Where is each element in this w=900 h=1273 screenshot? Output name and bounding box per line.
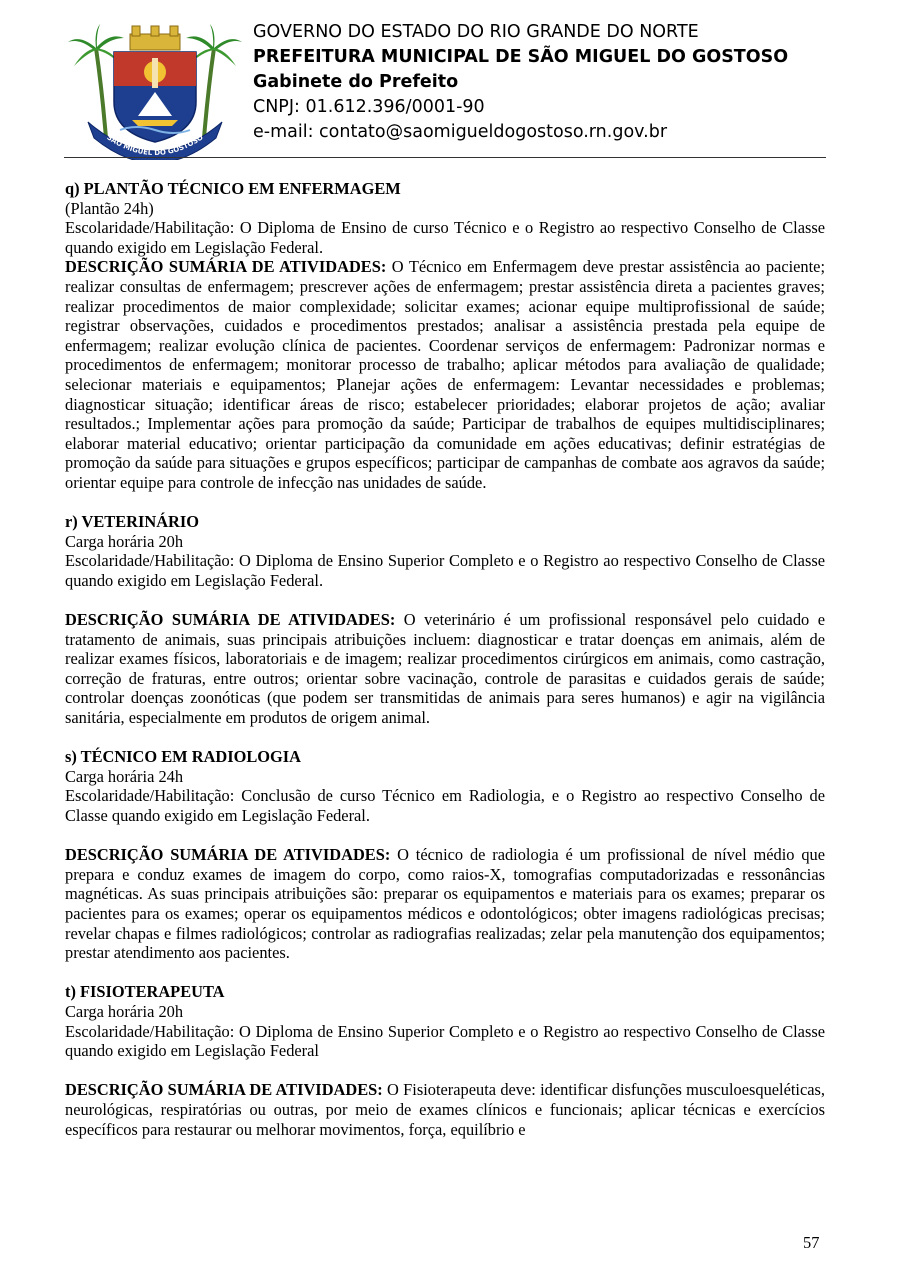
section-title: r) VETERINÁRIO [65, 512, 200, 532]
description-text: O Técnico em Enfermagem deve prestar assistência ao paciente; realizar consultas de enfermagem; prescrever ações de enfermagem; prestar assistência direta a pacientes graves; realizar procedimentos de maior complexidade; solicitar exames; acionar equipe multiprofissional de saúde; registrar observações, cuidados e procedimentos prestados; analisar a assistência prestada pela equipe de enfermagem; realizar evolução clínica de pacientes. Coordenar serviços de enfermagem: Padronizar normas e procedimentos de enfermagem; monitorar processo de trabalho; aplicar métodos para avaliação de qualidade; selecionar materiais e equipamentos; Planejar ações de enfermagem: Levantar necessidades e problemas; diagnosticar situação; identificar áreas de risco; estabelecer prioridades; elaborar projetos de ação; avaliar resultados.; Implementar ações para promoção da saúde; Participar de trabalhos de equipes multidisciplinares; elaborar material educativo; orientar participação da comunidade em ações educativas; definir estratégias de promoção da saúde para situações e grupos específicos; participar de campanhas de combate aos agravos da saúde; orientar equipe para controle de infecção nas unidades de saúde. [65, 257, 825, 492]
section-subtitle: Carga horária 20h [65, 531, 184, 551]
header-divider [64, 157, 826, 158]
section-description [65, 257, 825, 492]
header-email-line: e-mail: contato@saomigueldogostoso.rn.gov.br [253, 122, 668, 142]
page-header [0, 0, 900, 160]
description-text: O técnico de radiologia é um profissional de nível médio que prepara e conduz exames de imagem do corpo, como raios-X, tomografias computadorizadas e ressonâncias magnéticas. As suas principais atribuições são: preparar os equipamentos e materiais para os exames; preparar os pacientes para os exames; operar os equipamentos médicos e odontológicos; obter imagens radiológicas precisas; revelar chapas e filmes radiológicos; controlar as radiografias realizadas; zelar pela manutenção dos equipamentos; prestar atendimento aos pacientes. [65, 845, 825, 963]
section-subtitle: Carga horária 20h [65, 1001, 184, 1021]
description-label: DESCRIÇÃO SUMÁRIA DE ATIVIDADES: [65, 1080, 383, 1100]
section-title: t) FISIOTERAPEUTA [65, 982, 225, 1002]
section-description [65, 1080, 825, 1139]
municipal-crest-logo [66, 20, 244, 160]
description-text: O Fisioterapeuta deve: identificar disfunções musculoesqueléticas, neurológicas, respiratórias ou outras, por meio de exames clínicos e funcionais; aplicar técnicas e exercícios específicos para restaurar ou melhorar movimentos, força, equilíbrio e [65, 1080, 826, 1139]
section-description [65, 845, 825, 963]
section-requirements: Escolaridade/Habilitação: O Diploma de Ensino Superior Completo e o Registro ao respectivo Conselho de Classe quando exigido em Legislação Federal [65, 1021, 825, 1061]
section-title: s) TÉCNICO EM RADIOLOGIA [65, 747, 302, 767]
header-government-line: GOVERNO DO ESTADO DO RIO GRANDE DO NORTE [253, 22, 699, 42]
section-subtitle: (Plantão 24h) [65, 198, 154, 218]
section-subtitle: Carga horária 24h [65, 766, 184, 786]
header-office-line: Gabinete do Prefeito [253, 72, 459, 92]
header-cnpj-line: CNPJ: 01.612.396/0001-90 [253, 97, 485, 117]
description-label: DESCRIÇÃO SUMÁRIA DE ATIVIDADES: [65, 257, 387, 277]
page-number: 57 [803, 1233, 820, 1252]
description-text: O veterinário é um profissional responsável pelo cuidado e tratamento de animais, suas principais atribuições incluem: diagnosticar e tratar doenças em animais, além de realizar exames físicos, laboratoriais e de imagem; realizar procedimentos cirúrgicos em animais, como castração, correção de fraturas, entre outros; orientar sobre vacinação, controle de parasitas e cuidados gerais de saúde; controlar doenças zoonóticas (que podem ser transmitidas de animais para seres humanos) e agir na vigilância sanitária, especialmente em produtos de origem animal. [65, 610, 825, 728]
crown-icon [130, 26, 180, 50]
header-text-block [253, 20, 788, 145]
shield-icon [114, 52, 196, 142]
description-label: DESCRIÇÃO SUMÁRIA DE ATIVIDADES: [65, 845, 391, 865]
crest-ribbon-text: SÃO MIGUEL DO GOSTOSO [105, 133, 205, 158]
section-requirements: Escolaridade/Habilitação: Conclusão de curso Técnico em Radiologia, e o Registro ao respectivo Conselho de Classe quando exigido em Legislação Federal. [65, 786, 825, 825]
section-requirements: Escolaridade/Habilitação: O Diploma de Ensino Superior Completo e o Registro ao respectivo Conselho de Classe quando exigido em Legislação Federal. [65, 551, 825, 590]
header-prefecture-line: PREFEITURA MUNICIPAL DE SÃO MIGUEL DO GOSTOSO [253, 47, 789, 67]
section-requirements: Escolaridade/Habilitação: O Diploma de Ensino de curso Técnico e o Registro ao respectivo Conselho de Classe quando exigido em Legislação Federal. [65, 218, 825, 257]
description-label: DESCRIÇÃO SUMÁRIA DE ATIVIDADES: [65, 610, 396, 630]
section-description [65, 610, 825, 728]
document-body [65, 179, 825, 1139]
section-title: q) PLANTÃO TÉCNICO EM ENFERMAGEM [65, 179, 401, 198]
